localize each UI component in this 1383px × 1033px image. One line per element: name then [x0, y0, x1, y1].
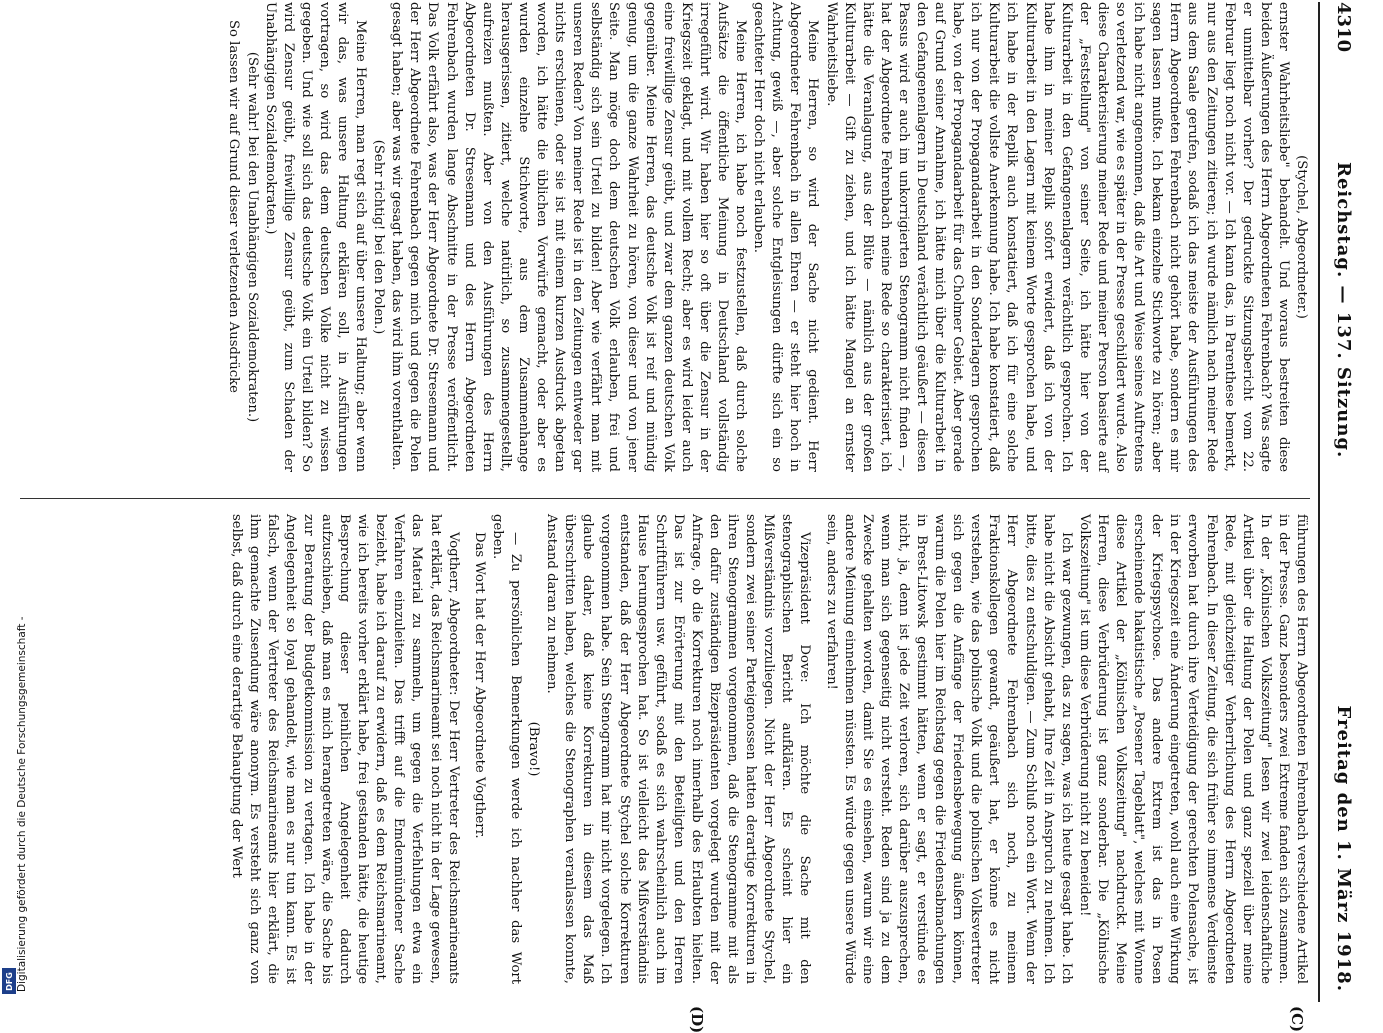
- paragraph: — Zu persönlichen Bemerkungen werde ich nachher das Wort geben.: [489, 514, 523, 984]
- running-title: Reichstag. — 137. Sitzung.: [1333, 162, 1354, 459]
- dfg-logo: [2, 968, 16, 994]
- interjection: (Bravo!): [526, 721, 542, 777]
- newspaper-page: [16, 2, 1356, 1033]
- page-header: [1324, 2, 1354, 1002]
- paragraph: führungen des Herrn Abgeordneten Fehrenbach verschiedene Artikel in der Presse. Ganz besonders zwei Extreme fanden sich zusammen. In der „Kölnischen Volkszeitung" lesen wir zwei leidenschaftliche Artikel über die Haltung der Polen und ganz speziell über meine Rede, mit gleichzeitiger Verherrlichung des Herrn Abgeordneten Fehrenbach. In dieser Zeitung, die sich früher so immense Verdienste erworben hat durch ihre Verteidigung der gerechten Polensache, ist in der Kriegszeit eine Änderung eingetreten, wohl auch eine Wirkung der Kriegspsychose. Das andere Extrem ist das in Posen erscheinende hakatistische „Posener Tageblatt", welches mit Wonne diese Artikel der „Kölnischen Volkszeitung" nachdruckt. Meine Herren, diese Verbrüderung ist ganz sonderbar. Die „Kölnische Volkszeitung" ist um diese Verbrüderung nicht zu beneiden!: [1076, 514, 1309, 984]
- paragraph: Ich war gezwungen, das zu sagen, was ich heute gesagt habe. Ich habe nicht die Absicht gehabt, Ihre Zeit in Anspruch zu nehmen. Ich bitte, dies zu entschuldigen. — Zum Schluß noch ein Wort. Wenn der Herr Abgeordnete Fehrenbach sich noch, zu meinem Fraktionskollegen gewandt, geäußert hat, er könne es nicht verstehen, wie das polnische Volk und die polnischen Volksvertreter sich gegen die Anfänge der Friedensbewegung äußern können, warum die Polen hier im Reichstag gegen die Friedensabmachungen in Brest-Litowsk gestimmt hätten, wenn er sagt, er verstünde es nicht, ja, denn ist jede Zeit verloren, sich darüber auszusprechen, wenn man sich gegenseitig nicht versteht. Reden sind ja zu dem Zwecke gehalten worden, damit Sie es einsehen, warum wir eine andere Meinung einnehmen müssten. Es würde gegen unsere Würde sein, anders zu verfahren!: [823, 514, 1074, 984]
- paragraph: Meine Herren, so wird der Sache nicht gedient. Herr Abgeordneter Fehrenbach in allen Ehren — er steht hier hoch in Achtung, gewiß —, aber solche Entgleisungen dürfte sich ein so geachteter Herr doch nicht erlauben.: [751, 2, 821, 472]
- dfg-logo-text: DFG: [4, 971, 14, 991]
- session-date: Freitag den 1. März 1918.: [1333, 705, 1354, 992]
- margin-marker-d: (D): [688, 1006, 706, 1033]
- digitization-credit: Digitalisierung gefördert durch die Deutsche Forschungsgemeinschaft -: [16, 616, 28, 992]
- left-column: [224, 2, 1310, 472]
- paragraph: Meine Herren, ich habe noch festzustellen, daß durch solche Aufsätze die öffentliche Meinung in Deutschland vollständig irregeführt wird. Wir haben hier so oft über die Zensur in der Kriegszeit geklagt, und mit vollem Recht; aber es wird leider auch eine freiwillige Zensur geübt, und zwar dem ganzen deutschen Volk gegenüber. Meine Herren, das deutsche Volk ist reif und mündig genug, um die ganze Wahrheit zu hören, von dieser und von jener Seite. Man möge doch dem deutschen Volk erlauben, frei und selbständig sich sein Urteil zu bilden! Aber wie verfährt man mit unseren Reden? Von meiner Rede ist in den Zeitungen entweder gar nichts erschienen, oder sie ist mit einem kurzen Ausdruck abgetan worden, ich hätte die üblichen Vorwürfe gemacht, oder aber es wurden einzelne Stichworte, aus dem Zusammenhange herausgerissen, zitiert, welche natürlich, so zusammengestellt, aufreizen mußten. Aber von den Ausführungen des Herrn Abgeordneten Dr. Stresemann und des Herrn Abgeordneten Fehrenbach wurden lange Abschnitte in der Presse veröffentlicht. Das Volk erfährt also, was der Herr Abgeordnete Dr. Stresemann und der Herr Abgeordnete Fehrenbach gegen mich und gegen die Polen gesagt haben; aber was wir gesagt haben, das wird ihm vorenthalten.: [389, 2, 749, 472]
- paragraph: Das Wort hat der Herr Abgeordnete Vogtherr.: [471, 532, 487, 839]
- interjection: (Sehr wahr! bei den Unabhängigen Sozialdemokraten.): [244, 51, 260, 423]
- header-rule: [1318, 2, 1320, 1002]
- paragraph: Vizepräsident Dove: Ich möchte die Sache mit den stenographischen Bericht aufklären. Es scheint hier ein Mißverständnis vorzuliegen. Nicht der Herr Abgeordnete Stychel, sondern zwei seiner Parteigenossen hatten derartige Korrekturen in ihren Stenogrammen vorgenommen, daß die Stenogramme mit als den dafür zuständigen Bizepräsidenten vorgelegt wurden mit der Anfrage, ob die Korrekturen noch innerhalb des Erlaubten hielten. Das ist zur Erörterung mit den Beteiligten und den Herren Schriftführern usw. geführt, sodaß es sich wahrscheinlich auch im Hause herumgesprochen hat. So ist vielleicht das Mißverständnis entstanden, daß der Herr Abgeordnete Stychel solche Korrekturen vorgenommen habe. Sein Stenogramm hat mir nicht vorgelegen. Ich glaube daher, daß keine Korrekturen in diesem das Maß überschritten haben, welches die Stenographen veranlassen konnte, Anstand daran zu nehmen.: [544, 514, 813, 984]
- margin-marker-c: (C): [1288, 1006, 1306, 1033]
- speaker-note: (Stychel, Abgeordneter.): [1294, 155, 1309, 319]
- page-number: 4310: [1333, 2, 1354, 53]
- paragraph: ernster Wahrheitsliebe" behandelt. Und woraus bestreiten diese beiden Äußerungen des Herrn Abgeordneten Fehrenbach? Was sagte er unmittelbar vorher? Der gedruckte Sitzungsbericht vom 22. Februar liegt noch nicht vor. — Ich kann das, in Parenthese bemerkt, nur aus den Zeitungen zitieren; ich wurde nämlich nach meiner Rede aus dem Saale gerufen, sodaß ich das meiste der Ausführungen des Herrn Abgeordneten Fehrenbach nicht gehört habe, sondern es mir sagen lassen mußte. Ich bekam einzelne Stichworte zu hören; aber ich habe nicht angenommen, daß die Art und Weise seines Auftretens so verletzend war, wie es später in der Presse geschildert wurde. Also diese Charakterisierung meiner Rede und meiner Person basierte auf der „Feststellung" von seiner Seite, ich hätte hier von der Kulturarbeit in den Gefangenenlagern verächtlich gesprochen. Ich habe ihm in meiner Replik sofort erwidert, daß ich von der Kulturarbeit in den Lagern mit keinem Worte gesprochen habe, und ich habe in der Replik auch konstatiert, daß ich für eine solche Kulturarbeit die vollste Anerkennung habe. Ich habe konstatiert, daß ich nur von der Propagandaarbeit in den Sonderlagern gesprochen habe, von der Propagandaarbeit für das Cholmer Gebiet. Aber gerade auf Grund seiner Annahme, ich hätte mich über die Kulturarbeit in den Gefangenenlagern in Deutschland verächtlich geäußert — diesen Passus wird er auch im unkorrigierten Stenogramm nicht finden —, hat der Abgeordnete Fehrenbach meine Rede so charakterisiert, ich hätte die Veranlagung, aus der Blüte — nämlich aus der großen Kulturarbeit — Gift zu ziehen, und ich hätte Mangel an ernster Wahrheitsliebe.: [823, 2, 1291, 472]
- paragraph: Meine Herren, man regt sich auf über unsere Haltung; aber wenn wir das, was unsere Haltung erklären soll, in Ausführungen vortragen, so wird das dem deutschen Volke nicht zu wissen gegeben. Und wie soll sich das deutsche Volk ein Urteil bilden? So wird Zensur geübt, freiwillige Zensur geübt, zum Schaden der Unabhängigen Sozialdemokraten.): [262, 2, 369, 472]
- column-divider: [20, 498, 1310, 499]
- right-column: [226, 514, 1310, 984]
- interjection: (Sehr richtig! bei den Polen.): [371, 139, 387, 335]
- paragraph: Vogtherr, Abgeordneter: Der Herr Vertreter des Reichsmarineamts hat erklärt, das Reichsmarineamt sei noch nicht in der Lage gewesen, das Material zu sammeln, um gegen die Verfehlungen etwa ein Verfahren einzuleiten. Das trifft auf die Emdenmündener Sache bezieht, habe ich darauf zu erwidern, daß es dem Reichsmarineamt, wie ich bereits vorher erklärt habe, frei gestanden hätte, die heutige Besprechung dieser peinlichen Angelegenheit dadurch aufzuschieben, daß man es mich herangetreten wäre, die Sache bis zur Beratung der Budgetkommission zu vertagen. Ich habe in der Angelegenheit so loyal gehandelt, wie man es nur tun kann. Es ist falsch, wenn der Vertreter des Reichsmarineamts hier erklärt, die ihm gemachte Zusendung wäre anonym. Es versteht sich ganz von selbst, daß durch eine derartige Behauptung der Wert: [228, 514, 461, 984]
- paragraph: So lassen wir auf Grund dieser verletzenden Ausdrücke: [226, 20, 242, 393]
